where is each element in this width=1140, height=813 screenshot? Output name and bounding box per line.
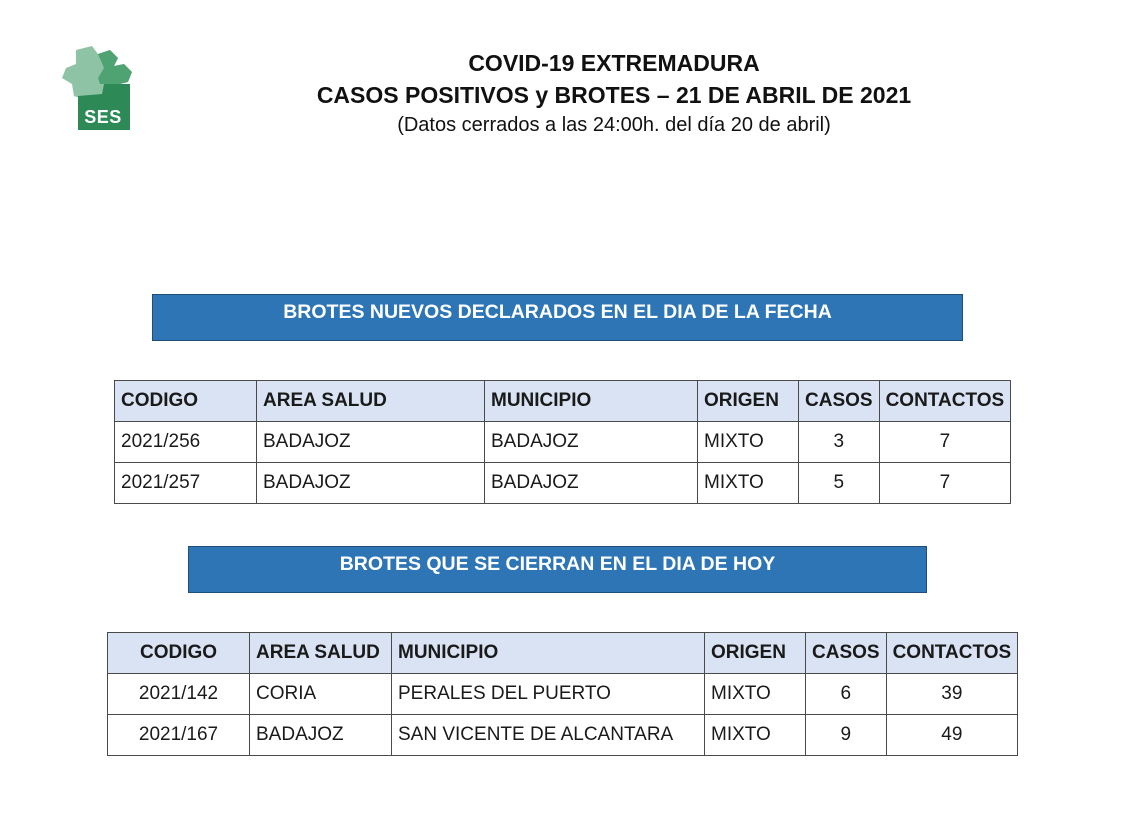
new-outbreaks-table [114,380,1011,504]
cell-origen: MIXTO [705,674,806,715]
header-area-salud: AREA SALUD [257,381,485,422]
header-origen: ORIGEN [705,633,806,674]
cell-contactos: 7 [879,422,1011,463]
cell-casos: 9 [806,715,887,756]
table-row [108,715,1018,756]
header-contactos: CONTACTOS [879,381,1011,422]
document-subtitle: CASOS POSITIVOS y BROTES – 21 DE ABRIL DE 2021 [316,82,912,108]
cell-casos: 5 [799,463,880,504]
document-title: COVID-19 EXTREMADURA [468,50,760,76]
cell-area-salud: CORIA [250,674,392,715]
document-header [0,47,1140,139]
table-header-row [115,381,1011,422]
table-row [115,463,1011,504]
cell-origen: MIXTO [698,422,799,463]
cell-municipio: BADAJOZ [485,422,698,463]
header-contactos: CONTACTOS [886,633,1018,674]
cell-area-salud: BADAJOZ [250,715,392,756]
cell-municipio: BADAJOZ [485,463,698,504]
cell-municipio: SAN VICENTE DE ALCANTARA [392,715,705,756]
table-row [108,674,1018,715]
table-row [115,422,1011,463]
header-codigo: CODIGO [115,381,257,422]
header-casos: CASOS [799,381,880,422]
cell-contactos: 49 [886,715,1018,756]
cell-codigo: 2021/142 [108,674,250,715]
cell-area-salud: BADAJOZ [257,422,485,463]
header-area-salud: AREA SALUD [250,633,392,674]
cell-casos: 3 [799,422,880,463]
closed-outbreaks-banner: BROTES QUE SE CIERRAN EN EL DIA DE HOY [188,546,927,593]
cell-codigo: 2021/256 [115,422,257,463]
cell-codigo: 2021/167 [108,715,250,756]
logo-text: SES [84,107,122,127]
cell-contactos: 7 [879,463,1011,504]
cell-contactos: 39 [886,674,1018,715]
header-municipio: MUNICIPIO [392,633,705,674]
table-header-row [108,633,1018,674]
cell-municipio: PERALES DEL PUERTO [392,674,705,715]
data-cutoff-note: (Datos cerrados a las 24:00h. del día 20 de abril) [397,114,831,136]
cell-casos: 6 [806,674,887,715]
header-codigo: CODIGO [108,633,250,674]
header-casos: CASOS [806,633,887,674]
closed-outbreaks-table [107,632,1018,756]
cell-codigo: 2021/257 [115,463,257,504]
cell-origen: MIXTO [698,463,799,504]
header-municipio: MUNICIPIO [485,381,698,422]
header-origen: ORIGEN [698,381,799,422]
new-outbreaks-banner: BROTES NUEVOS DECLARADOS EN EL DIA DE LA FECHA [152,294,963,341]
cell-area-salud: BADAJOZ [257,463,485,504]
cell-origen: MIXTO [705,715,806,756]
